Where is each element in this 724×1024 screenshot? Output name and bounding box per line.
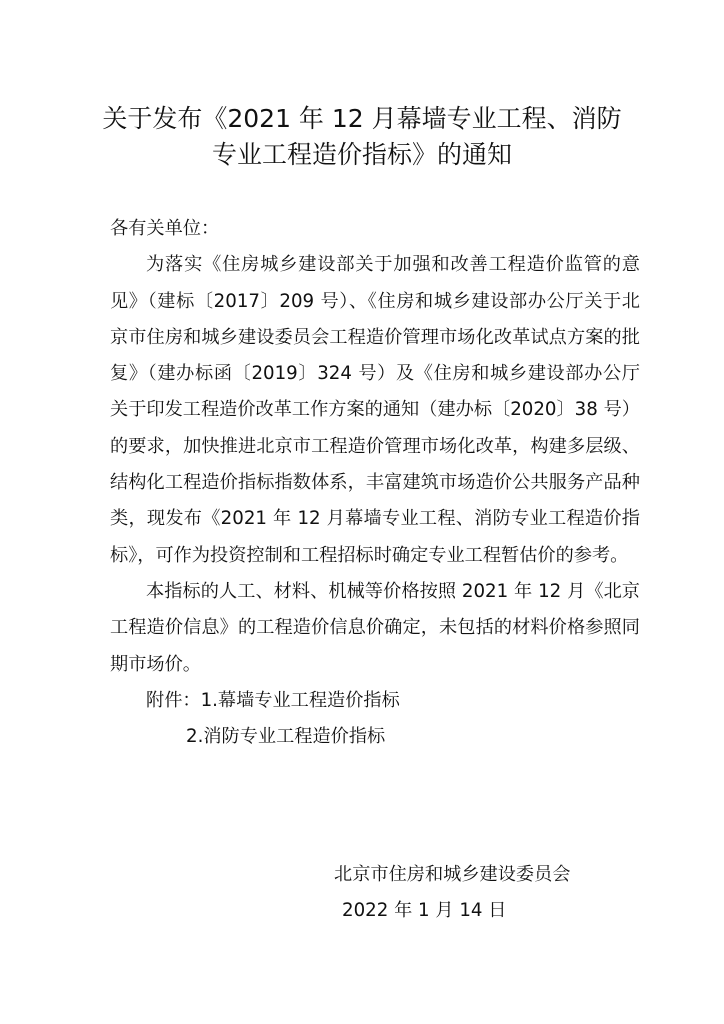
issuer-signature: 北京市住房和城乡建设委员会	[334, 864, 571, 885]
attachment-item-1: 附件：1.幕墙专业工程造价指标	[146, 689, 400, 711]
attachment-item-2: 2.消防专业工程造价指标	[186, 726, 386, 748]
document-title-line-2: 专业工程造价指标》的通知	[211, 140, 512, 169]
paragraph-pricing: 本指标的人工、材料、机械等价格按照 2021 年 12 月《北京工程造价信息》的工程造价信息价确定，未包括的材料价格参照同期市场价。	[110, 580, 640, 675]
salutation: 各有关单位：	[110, 218, 220, 239]
document-title-line-1: 关于发布《2021 年 12 月幕墙专业工程、消防	[102, 104, 622, 133]
issue-date: 2022 年 1 月 14 日	[342, 900, 507, 921]
paragraph-main: 为落实《住房城乡建设部关于加强和改善工程造价监管的意见》（建标〔2017〕209 号）、《住房和城乡建设部办公厅关于北京市住房和城乡建设委员会工程造价管理市场化改革试点方案的批复》（建办标函〔2019〕324 号）及《住房和城乡建设部办公厅关于印发工程造价改革工作方案的通知（建办标〔2020〕38 号）的要求，加快推进北京市工程造价管理市场化改革，构建多层级、结构化工程造价指标指数体系，丰富建筑市场造价公共服务产品种类，现发布《2021 年 12 月幕墙专业工程、消防专业工程造价指标》，可作为投资控制和工程招标时确定专业工程暂估价的参考。	[110, 254, 640, 566]
document-body	[110, 211, 640, 755]
